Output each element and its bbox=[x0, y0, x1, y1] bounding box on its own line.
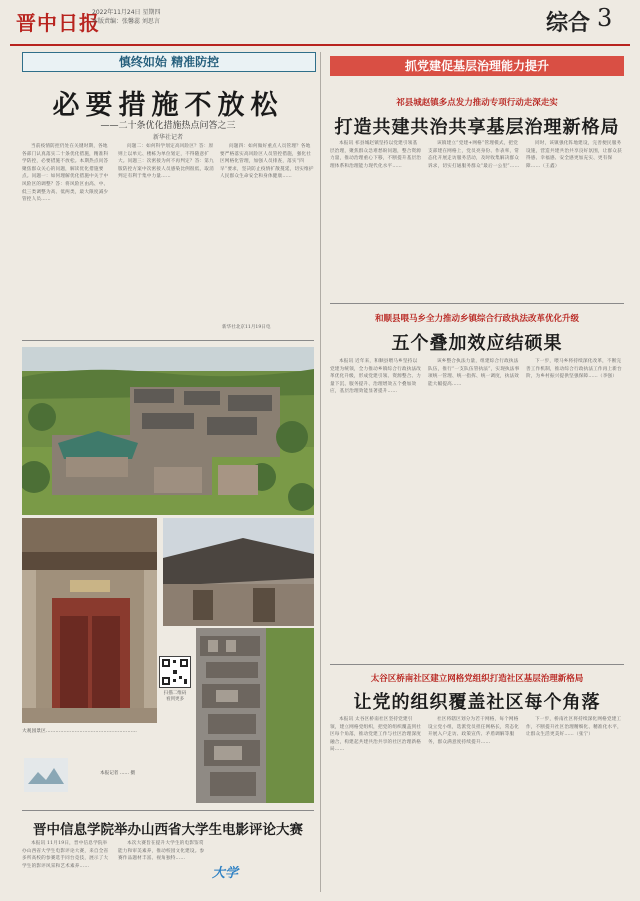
right-bottom-rule bbox=[330, 664, 624, 665]
right-bottom-headline: 让党的组织覆盖社区每个角落 bbox=[353, 692, 601, 713]
right-mid-headline: 五个叠加效应结硕果 bbox=[391, 333, 563, 354]
photo-top-rule bbox=[22, 340, 314, 341]
aerial-photo bbox=[22, 347, 314, 515]
right-mid-col-2: 该乡整合执法力量，组建综合行政执法队伍，推行“一支队伍管执法”，实现执法事项统一管理、统一指挥、统一调度，执法效能大幅提高…… bbox=[428, 359, 520, 387]
left-headline: 必要措施不放松 bbox=[52, 90, 284, 121]
carving-photo bbox=[196, 628, 314, 803]
right-bottom-col-1: 本报讯 太谷区桥南社区坚持党建引领，建立网格党组织，把党的组织覆盖到社区每个角落，推动党建工作与社区治理深度融合，构建起共建共治共享的社区治理新格局…… bbox=[330, 717, 422, 753]
right-top-col-3: 同时，该镇强化阵地建设，完善便民服务设施，营造共建共治共享良好氛围，让群众获得感、幸福感、安全感更加充实、更有保障……（王鑫） bbox=[526, 141, 622, 169]
right-bottom-col-3: 下一步，桥南社区将持续深化网格党建工作，不断提升社区治理精细化、精准化水平，让群众生活更美好……（张宁） bbox=[526, 717, 622, 738]
daxue-logo: 大学 bbox=[212, 866, 239, 881]
left-dateline: 新华社北京11月19日电 bbox=[222, 325, 271, 330]
right-mid-col-1: 本报讯 近年来，和顺县喂马乡坚持以党建为统领，全力推动乡镇综合行政执法改革优化升级，形成党建引领、资源整合、力量下沉、服务提升、治理增效五个叠加效应，基层治理效能显著提升…… bbox=[330, 359, 422, 395]
newspaper-logo: 晋中日报 bbox=[16, 11, 100, 35]
qr-caption: 扫描二维码 看到更多 bbox=[163, 691, 187, 702]
right-mid-kicker: 和顺县喂马乡全力推动乡镇综合行政执法改革优化升级 bbox=[374, 314, 579, 324]
left-subheadline: ——二十条优化措施热点问答之三 bbox=[100, 121, 236, 131]
column-divider bbox=[320, 52, 321, 892]
masthead-info bbox=[92, 8, 160, 26]
bottom-left-rule bbox=[22, 810, 314, 811]
bottom-left-col-2: 本次大赛旨在提升大学生的电影鉴赏能力和审美素养，推动校园文化建设。参赛作品题材丰富、视角独特…… bbox=[118, 841, 205, 862]
eaves-photo bbox=[163, 518, 314, 626]
masthead-editors: 本版责编：张馨蕊 刘思言 bbox=[92, 18, 160, 25]
right-bottom-kicker: 太谷区桥南社区建立网格党组织打造社区基层治理新格局 bbox=[370, 674, 584, 684]
masthead-rule bbox=[10, 44, 630, 46]
qr-code[interactable] bbox=[159, 656, 191, 688]
bottom-left-col-1: 本报讯 11月19日，晋中信息学院举办山西省大学生电影评论大赛，来自全省多所高校的参赛选手同台竞技，展示了大学生的影评风采和艺术素养…… bbox=[22, 841, 109, 869]
left-column-1: 当前疫情防控仍处在关键时期，各地各部门认真落实二十条优化措施，精准科学防控，必要措施不放松。本期热点问答聚焦群众关心的问题，解读优化措施要点。问题一：如何理解优化措施中关于中风险区的调整？答：将风险区由高、中、低三类调整为高、低两类，最大限度减少管控人员…… bbox=[22, 144, 109, 203]
right-top-col-1: 本报讯 祁县城赵镇坚持以党建引领基层治理，聚焦群众急难愁盼问题，整合资源力量，推动治理重心下移，不断提升基层治理体系和治理能力现代化水平…… bbox=[330, 141, 422, 169]
left-byline: 新华社记者 bbox=[152, 134, 183, 141]
right-mid-rule bbox=[330, 303, 624, 304]
right-top-kicker: 祁县城赵镇多点发力推动专项行动走深走实 bbox=[396, 98, 558, 108]
section-title: 综合 bbox=[546, 11, 591, 36]
right-bottom-col-2: 社区将辖区划分为若干网格，每个网格设立党小组，选派党员担任网格长，常态化开展入户走访、政策宣传、矛盾调解等服务，群众满意度持续提升…… bbox=[428, 717, 520, 745]
left-column-3: 问题四：如何做好重点人员管理？各地要严格落实高风险区人员管控措施，强化社区网格化管理，加强人员排查，落实“四早”要求，坚决防止疫情扩散蔓延，切实维护人民群众生命安全和身体健康…… bbox=[220, 144, 314, 180]
right-mid-col-3: 下一步，喂马乡将持续深化改革，不断完善工作机制，推动综合行政执法工作再上新台阶，为乡村振兴提供坚强保障……（李强） bbox=[526, 359, 622, 380]
left-banner: 慎终如始 精准防控 bbox=[22, 52, 316, 72]
right-banner: 抓党建促基层治理能力提升 bbox=[330, 56, 624, 76]
photo-caption: 大观园景区………………………………………………… bbox=[22, 729, 138, 734]
photo-credit: 本报记者 …… 摄 bbox=[100, 771, 136, 776]
page-number: 3 bbox=[597, 4, 613, 32]
gate-photo bbox=[22, 518, 157, 723]
masthead-date: 2022年11月24日 星期四 bbox=[92, 9, 161, 16]
right-top-col-2: 该镇建立“党建+网格”管理模式，把党支部建在网格上，党员亮身份、作表率，常态化开展走访服务活动，及时收集解决群众诉求，切实打通服务群众“最后一公里”…… bbox=[428, 141, 520, 169]
right-top-headline: 打造共建共治共享基层治理新格局 bbox=[334, 117, 620, 138]
vignette-art bbox=[24, 758, 68, 792]
bottom-left-headline: 晋中信息学院举办山西省大学生电影评论大赛 bbox=[33, 822, 303, 838]
left-column-2: 问题二：如何科学划定高风险区？答：原则上以单元、楼栋为单位划定，不得随意扩大。问题三：次密接为何不再判定？答：第九版防控方案中次密接人员感染比例很低，取消判定有利于集中力量…… bbox=[118, 144, 214, 180]
